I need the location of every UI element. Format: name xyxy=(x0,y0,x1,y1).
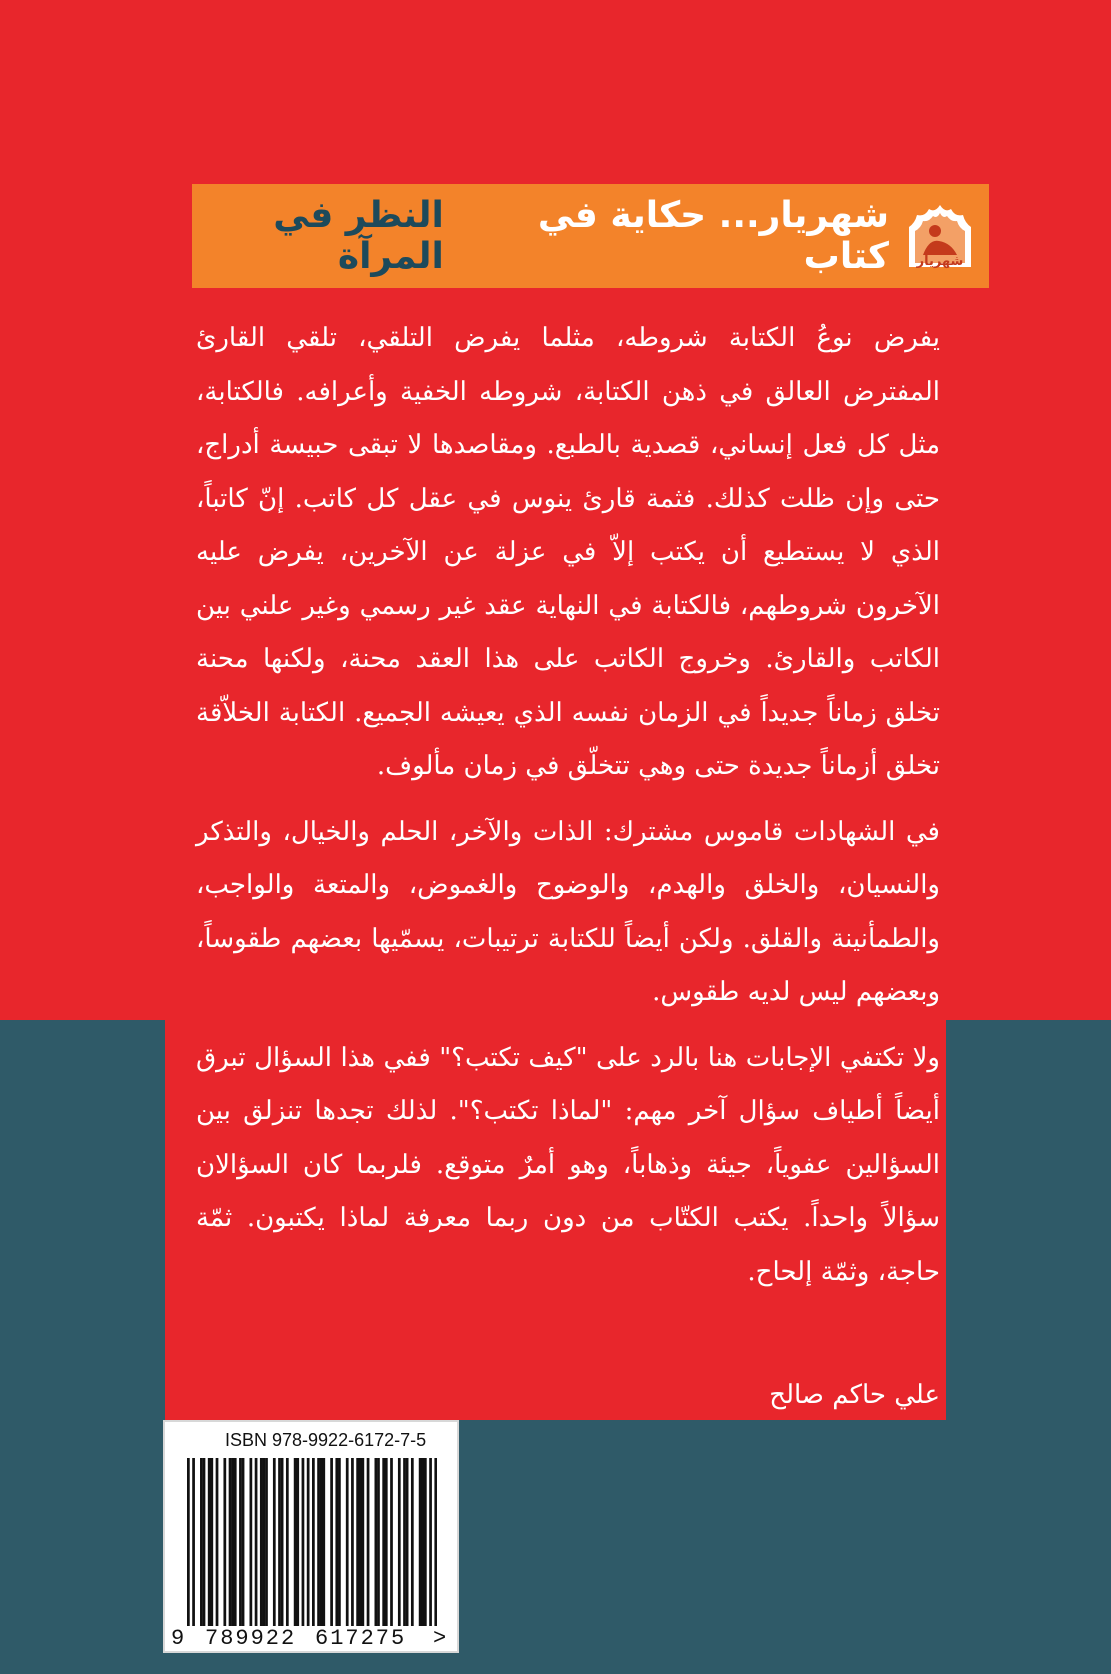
barcode-bar xyxy=(429,1458,432,1626)
barcode-bar xyxy=(216,1458,219,1626)
barcode-bar xyxy=(281,1458,284,1626)
logo-text: شهريار xyxy=(916,254,964,269)
barcode-bar xyxy=(424,1458,427,1626)
barcode-bar xyxy=(263,1458,266,1626)
barcode-bar xyxy=(356,1458,359,1626)
blurb-paragraph-3: ولا تكتفي الإجابات هنا بالرد على "كيف تكتب؟" ففي هذا السؤال تبرق أيضاً أطياف سؤال آخر مهم: "لماذا تكتب؟". لذلك تجدها تنزلق بين السؤالين عفوياً، جيئة وذهاباً، وهو أمرٌ متوقع. فلربما كان السؤالان سؤالاً واحداً. يكتب الكتّاب من دون ربما معرفة لماذا يكتبون. ثمّة حاجة، وثمّة إلحاح. xyxy=(196,1042,940,1287)
barcode-bar xyxy=(359,1458,362,1626)
barcode-bar xyxy=(403,1458,406,1626)
barcode-bar xyxy=(390,1458,393,1626)
author-signature: علي حاكم صالح xyxy=(769,1380,940,1410)
barcode-bar xyxy=(294,1458,297,1626)
barcode-bar xyxy=(406,1458,409,1626)
barcode-bar xyxy=(208,1458,211,1626)
barcode-bar xyxy=(351,1458,354,1626)
barcode-bar xyxy=(411,1458,414,1626)
book-title: النظر في المرآة xyxy=(273,195,444,277)
barcode-bar xyxy=(260,1458,263,1626)
barcode-bar xyxy=(250,1458,253,1626)
barcode-bar xyxy=(307,1458,310,1626)
barcode-bar xyxy=(223,1458,226,1626)
barcode-bar xyxy=(187,1458,190,1626)
blurb-paragraph-2: في الشهادات قاموس مشترك: الذات والآخر، الحلم والخيال، والتذكر والنسيان، والخلق والهدم، والوضوح والغموض، والمتعة والواجب، والطمأنينة والقلق. ولكن أيضاً للكتابة ترتيبات، يسمّيها بعضهم طقوساً، وبعضهم ليس لديه طقوس. xyxy=(196,816,940,1007)
barcode-bar xyxy=(330,1458,333,1626)
barcode-bar xyxy=(210,1458,213,1626)
barcode-bar xyxy=(312,1458,315,1626)
barcode-bar xyxy=(322,1458,325,1626)
blurb-paragraph-1: يفرض نوعُ الكتابة شروطه، مثلما يفرض التلقي، تلقي القارئ المفترض العالق في ذهن الكتابة، شروطه الخفية وأعرافه. فالكتابة، مثل كل فعل إنساني، قصدية بالطبع. ومقاصدها لا تبقى حبيسة أدراج، حتى وإن ظلت كذلك. فثمة قارئ ينوس في عقل كل كاتب. إنّ كاتباً، الذي لا يستطيع أن يكتب إلاّ في عزلة عن الآخرين، يفرض عليه الآخرون شروطهم، فالكتابة في النهاية عقد غير رسمي وغير علني بين الكاتب والقارئ. وخروج الكاتب على هذا العقد محنة، ولكنها محنة تخلق زماناً جديداً في الزمان نفسه الذي يعيشه الجميع. الكتابة الخلاّقة تخلق أزماناً جديدة حتى وهي تتخلّق في زمان مألوف. xyxy=(196,323,940,781)
barcode-bar xyxy=(242,1458,245,1626)
barcode-bar xyxy=(255,1458,258,1626)
barcode-bar xyxy=(335,1458,338,1626)
barcode-bar xyxy=(231,1458,234,1626)
isbn-label: ISBN 978-9922-6172-7-5 xyxy=(225,1430,427,1450)
ean-marker: > xyxy=(433,1626,447,1651)
barcode-bar xyxy=(239,1458,242,1626)
barcode-bar xyxy=(434,1458,437,1626)
barcode-bar xyxy=(419,1458,422,1626)
barcode-bar xyxy=(361,1458,364,1626)
barcode-bar xyxy=(382,1458,385,1626)
barcode-bar xyxy=(338,1458,341,1626)
barcode-bar xyxy=(385,1458,388,1626)
series-banner xyxy=(192,184,989,288)
barcode-bar xyxy=(278,1458,281,1626)
barcode-bar xyxy=(192,1458,195,1626)
barcode-bar xyxy=(320,1458,323,1626)
barcode-bar xyxy=(346,1458,349,1626)
ean-right-group: 617275 xyxy=(315,1626,407,1651)
shahryar-logo-icon xyxy=(905,201,975,271)
ean-first-digit: 9 xyxy=(171,1626,185,1651)
isbn-barcode-box xyxy=(163,1420,459,1653)
barcode-bar xyxy=(265,1458,268,1626)
barcode-bar xyxy=(229,1458,232,1626)
barcode-bar xyxy=(377,1458,380,1626)
barcode-bar xyxy=(367,1458,370,1626)
blurb xyxy=(196,312,940,1311)
barcode-bar xyxy=(302,1458,305,1626)
barcode-bar xyxy=(375,1458,378,1626)
barcode-bar xyxy=(273,1458,276,1626)
barcode-bar xyxy=(234,1458,237,1626)
barcode-bar xyxy=(203,1458,206,1626)
barcode-bar xyxy=(421,1458,424,1626)
barcode xyxy=(187,1458,437,1626)
barcode-bar xyxy=(286,1458,289,1626)
barcode-bar xyxy=(398,1458,401,1626)
barcode-bar xyxy=(296,1458,299,1626)
series-name: شهريار... حكاية في كتاب xyxy=(537,195,889,277)
barcode-bar xyxy=(200,1458,203,1626)
ean-left-group: 789922 xyxy=(205,1626,297,1651)
barcode-bar xyxy=(317,1458,320,1626)
